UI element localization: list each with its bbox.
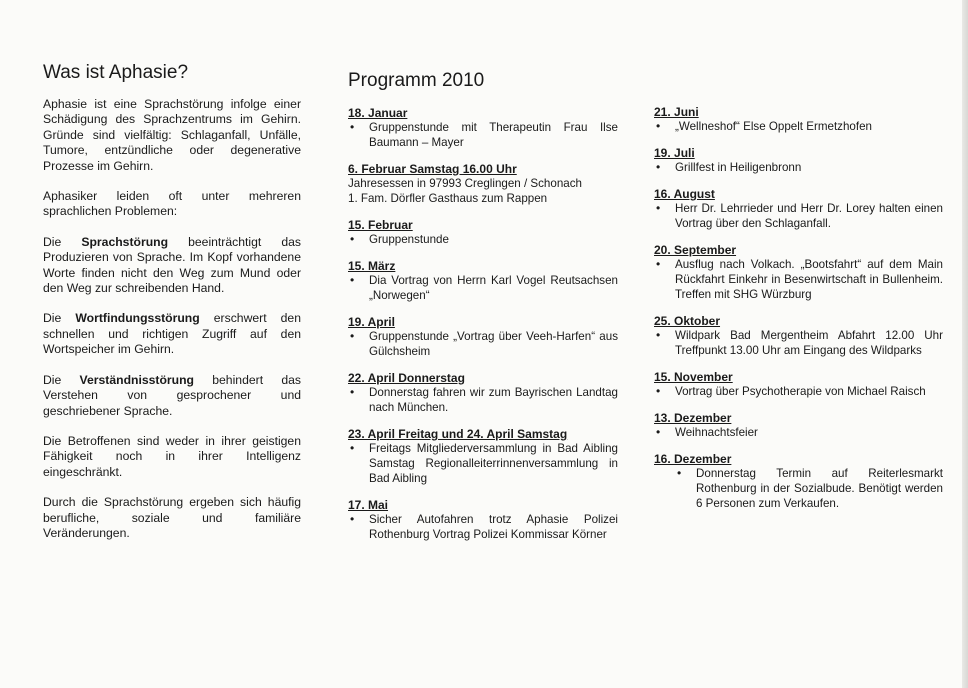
event-bullet-list <box>348 385 618 415</box>
event-date: 13. Dezember <box>654 411 732 425</box>
program-heading: Programm 2010 <box>348 70 485 91</box>
program-event <box>654 452 943 511</box>
event-bullet-item: • Donnerstag Termin auf Reiterlesmarkt Rothenburg in der Sozialbude. Benötigt werden 6 Personen zum Verkaufen. <box>654 466 943 511</box>
event-bullet-item: • Dia Vortrag von Herrn Karl Vogel Reutsachsen „Norwegen“ <box>348 273 618 303</box>
paragraph-definition: Aphasie ist eine Sprachstörung infolge einer Schädigung des Sprachzentrums im Gehirn. Gründe sind vielfältig: Schlaganfall, Unfälle, Tumore, entzündliche oder degenerative Prozesse im Gehirn. <box>43 97 301 173</box>
program-event <box>348 315 618 359</box>
event-bullet-item: • Sicher Autofahren trotz Aphasie Polizei Rothenburg Vortrag Polizei Kommissar Körner <box>348 512 618 542</box>
event-bullet-list <box>348 120 618 150</box>
event-bullet-list <box>348 441 618 486</box>
program-event <box>654 411 943 440</box>
event-bullet-item: • Weihnachtsfeier <box>654 425 943 440</box>
program-column-2 <box>654 105 943 523</box>
program-event <box>348 259 618 303</box>
program-event <box>348 498 618 542</box>
event-bullet-item: • Gruppenstunde mit Therapeutin Frau Ilse Baumann – Mayer <box>348 120 618 150</box>
term-wortfindungsstoerung: Wortfindungsstörung <box>75 311 200 326</box>
aphasia-heading: Was ist Aphasie? <box>43 62 189 83</box>
program-event <box>654 314 943 358</box>
event-date: 6. Februar Samstag 16.00 Uhr <box>348 162 517 176</box>
program-event <box>654 105 943 134</box>
paragraph-verstaendnis: Die Verständnisstörung behindert das Verstehen von gesprochener und geschriebener Sprache. <box>43 372 301 418</box>
program-events-list-1 <box>348 106 618 542</box>
program-event <box>348 371 618 415</box>
event-bullet-list <box>654 160 943 175</box>
event-bullet-item: • Grillfest in Heiligenbronn <box>654 160 943 175</box>
paragraph-sprachstoerung: Die Sprachstörung beeinträchtigt das Produzieren von Sprache. Im Kopf vorhandene Worte finden nicht den Weg zum Mund oder den Weg zur schreibenden Hand. <box>43 234 301 296</box>
event-bullet-list <box>348 512 618 542</box>
event-bullet-item: • Wildpark Bad Mergentheim Abfahrt 12.00 Uhr Treffpunkt 13.00 Uhr am Eingang des Wildparks <box>654 328 943 358</box>
program-event <box>348 218 618 247</box>
paragraph-wortfindung: Die Wortfindungsstörung erschwert den schnellen und richtigen Zugriff auf den Wortspeicher im Gehirn. <box>43 311 301 357</box>
event-text-line: Jahresessen in 97993 Creglingen / Schonach <box>348 177 582 190</box>
event-date: 23. April Freitag und 24. April Samstag <box>348 427 568 441</box>
event-date: 16. Dezember <box>654 452 732 466</box>
event-bullet-list <box>654 328 943 358</box>
event-bullet-item: • Vortrag über Psychotherapie von Michael Raisch <box>654 384 943 399</box>
event-bullet-item: • Freitags Mitgliederversammlung in Bad Aibling Samstag Regionalleiterrinnenversammlung in Bad Aibling <box>348 441 618 486</box>
program-event <box>654 243 943 302</box>
event-date: 18. Januar <box>348 106 408 120</box>
event-bullet-list <box>654 384 943 399</box>
event-date: 22. April Donnerstag <box>348 371 465 385</box>
event-bullet-item: • „Wellneshof“ Else Oppelt Ermetzhofen <box>654 119 943 134</box>
page-edge <box>962 0 968 688</box>
event-date: 19. April <box>348 315 395 329</box>
aphasia-info-column <box>43 62 301 556</box>
paragraph-veraenderungen: Durch die Sprachstörung ergeben sich häufig berufliche, soziale und familiäre Veränderungen. <box>43 495 301 540</box>
paragraph-intelligenz: Die Betroffenen sind weder in ihrer geistigen Fähigkeit noch in ihrer Intelligenz eingeschränkt. <box>43 433 301 479</box>
event-bullet-list <box>654 119 943 134</box>
event-bullet-list <box>654 425 943 440</box>
program-events-list-2 <box>654 105 943 511</box>
event-bullet-list <box>654 257 943 302</box>
event-bullet-item: • Gruppenstunde „Vortrag über Veeh-Harfen“ aus Gülchsheim <box>348 329 618 359</box>
event-date: 20. September <box>654 243 737 257</box>
event-bullet-list <box>348 273 618 303</box>
term-sprachstoerung: Sprachstörung <box>81 234 169 249</box>
event-bullet-item: • Herr Dr. Lehrrieder und Herr Dr. Lorey halten einen Vortrag über den Schlaganfall. <box>654 201 943 231</box>
event-bullet-item: • Donnerstag fahren wir zum Bayrischen Landtag nach München. <box>348 385 618 415</box>
event-date: 15. November <box>654 370 733 384</box>
event-bullet-item: • Ausflug nach Volkach. „Bootsfahrt“ auf dem Main Rückfahrt Einkehr in Besenwirtschaft in Bullenheim. Treffen mit SHG Würzburg <box>654 257 943 302</box>
program-event <box>348 427 618 486</box>
event-text-line: 1. Fam. Dörfler Gasthaus zum Rappen <box>348 192 548 205</box>
event-date: 19. Juli <box>654 146 695 160</box>
event-date: 17. Mai <box>348 498 389 512</box>
program-event <box>654 146 943 175</box>
event-bullet-list <box>654 201 943 231</box>
event-bullet-list <box>348 232 618 247</box>
event-date: 16. August <box>654 187 715 201</box>
paragraph-problems: Aphasiker leiden oft unter mehreren sprachlichen Problemen: <box>43 189 301 219</box>
event-bullet-list <box>348 329 618 359</box>
program-column-1 <box>348 70 618 554</box>
program-event <box>348 162 618 206</box>
program-event <box>348 106 618 150</box>
event-date: 25. Oktober <box>654 314 721 328</box>
event-date: 15. Februar <box>348 218 413 232</box>
term-verstaendnisstoerung: Verständnisstörung <box>79 372 194 387</box>
event-date: 15. März <box>348 259 396 273</box>
event-bullet-list <box>654 466 943 511</box>
program-event <box>654 370 943 399</box>
event-date: 21. Juni <box>654 105 699 119</box>
event-bullet-item: • Gruppenstunde <box>348 232 618 247</box>
program-event <box>654 187 943 231</box>
